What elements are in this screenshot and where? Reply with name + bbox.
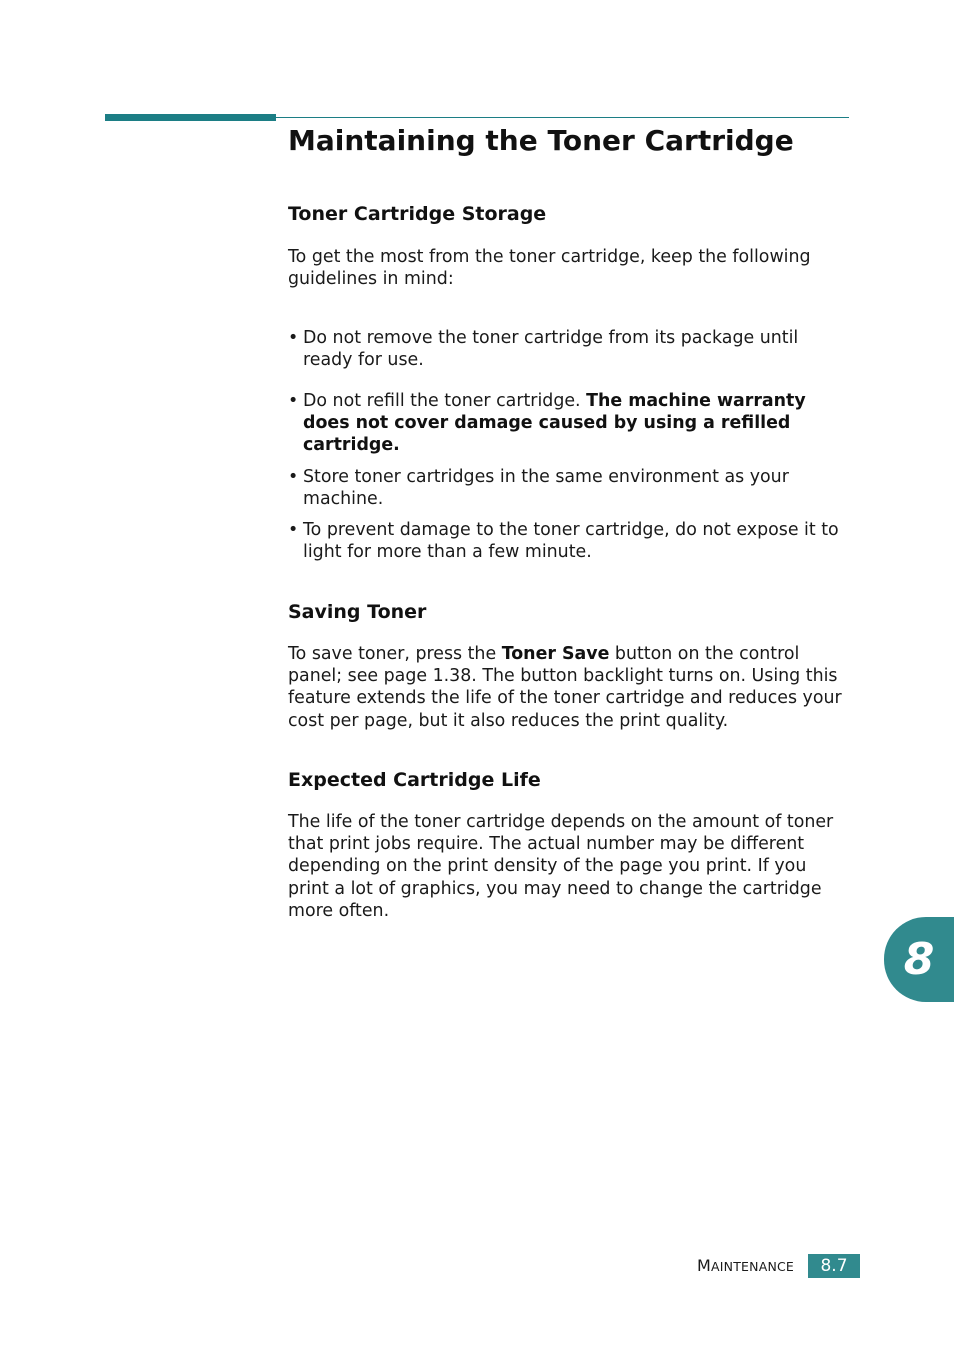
list-item — [288, 466, 850, 510]
bullet-dot: • — [288, 520, 299, 540]
toner-save-button-name: Toner Save — [501, 644, 610, 664]
bullet-text: To prevent damage to the toner cartridge, do not expose it to light for more than a few minute. — [303, 520, 839, 563]
footer-label-rest: AINTENANCE — [711, 1259, 795, 1274]
list-item — [288, 519, 850, 563]
section-rule-accent — [105, 114, 276, 121]
chapter-number: 8 — [903, 934, 935, 985]
page-number: 8.7 — [808, 1254, 860, 1278]
saving-text-start: To save toner, press the — [288, 644, 502, 664]
footer-label-initial: M — [697, 1256, 712, 1275]
cartridge-life-body: The life of the toner cartridge depends on the amount of toner that print jobs require. The actual number may be different depending on the print density of the page you print. If you print a lot of graphics, you may need to change the cartridge more often. — [288, 812, 834, 921]
page-title: Maintaining the Toner Cartridge — [288, 124, 794, 157]
bullet-text: Store toner cartridges in the same environment as your machine. — [303, 467, 789, 510]
bullet-dot: • — [288, 391, 299, 411]
heading-toner-storage: Toner Cartridge Storage — [288, 203, 547, 225]
bullet-warning-bold: The machine warranty does not cover damage caused by using a refilled cartridge. — [303, 391, 806, 456]
bullet-dot: • — [288, 328, 299, 348]
list-item — [288, 327, 850, 371]
bullet-dot: • — [288, 467, 299, 487]
chapter-tab — [884, 917, 954, 1002]
heading-cartridge-life: Expected Cartridge Life — [288, 769, 541, 791]
saving-text-end: button on the control panel; see page 1.38. The button backlight turns on. Using this feature extends the life of the toner cartridge and reduces your cost per page, but it also reduces the print quality. — [288, 644, 842, 731]
saving-toner-body — [288, 643, 850, 732]
bullet-text: Do not refill the toner cartridge. — [303, 391, 587, 411]
heading-saving-toner: Saving Toner — [288, 601, 427, 623]
section-rule-line — [276, 117, 849, 118]
list-item — [288, 390, 850, 457]
storage-intro: To get the most from the toner cartridge, keep the following guidelines in mind: — [288, 247, 811, 290]
footer-section-label — [697, 1256, 794, 1275]
bullet-text: Do not remove the toner cartridge from its package until ready for use. — [303, 328, 799, 371]
